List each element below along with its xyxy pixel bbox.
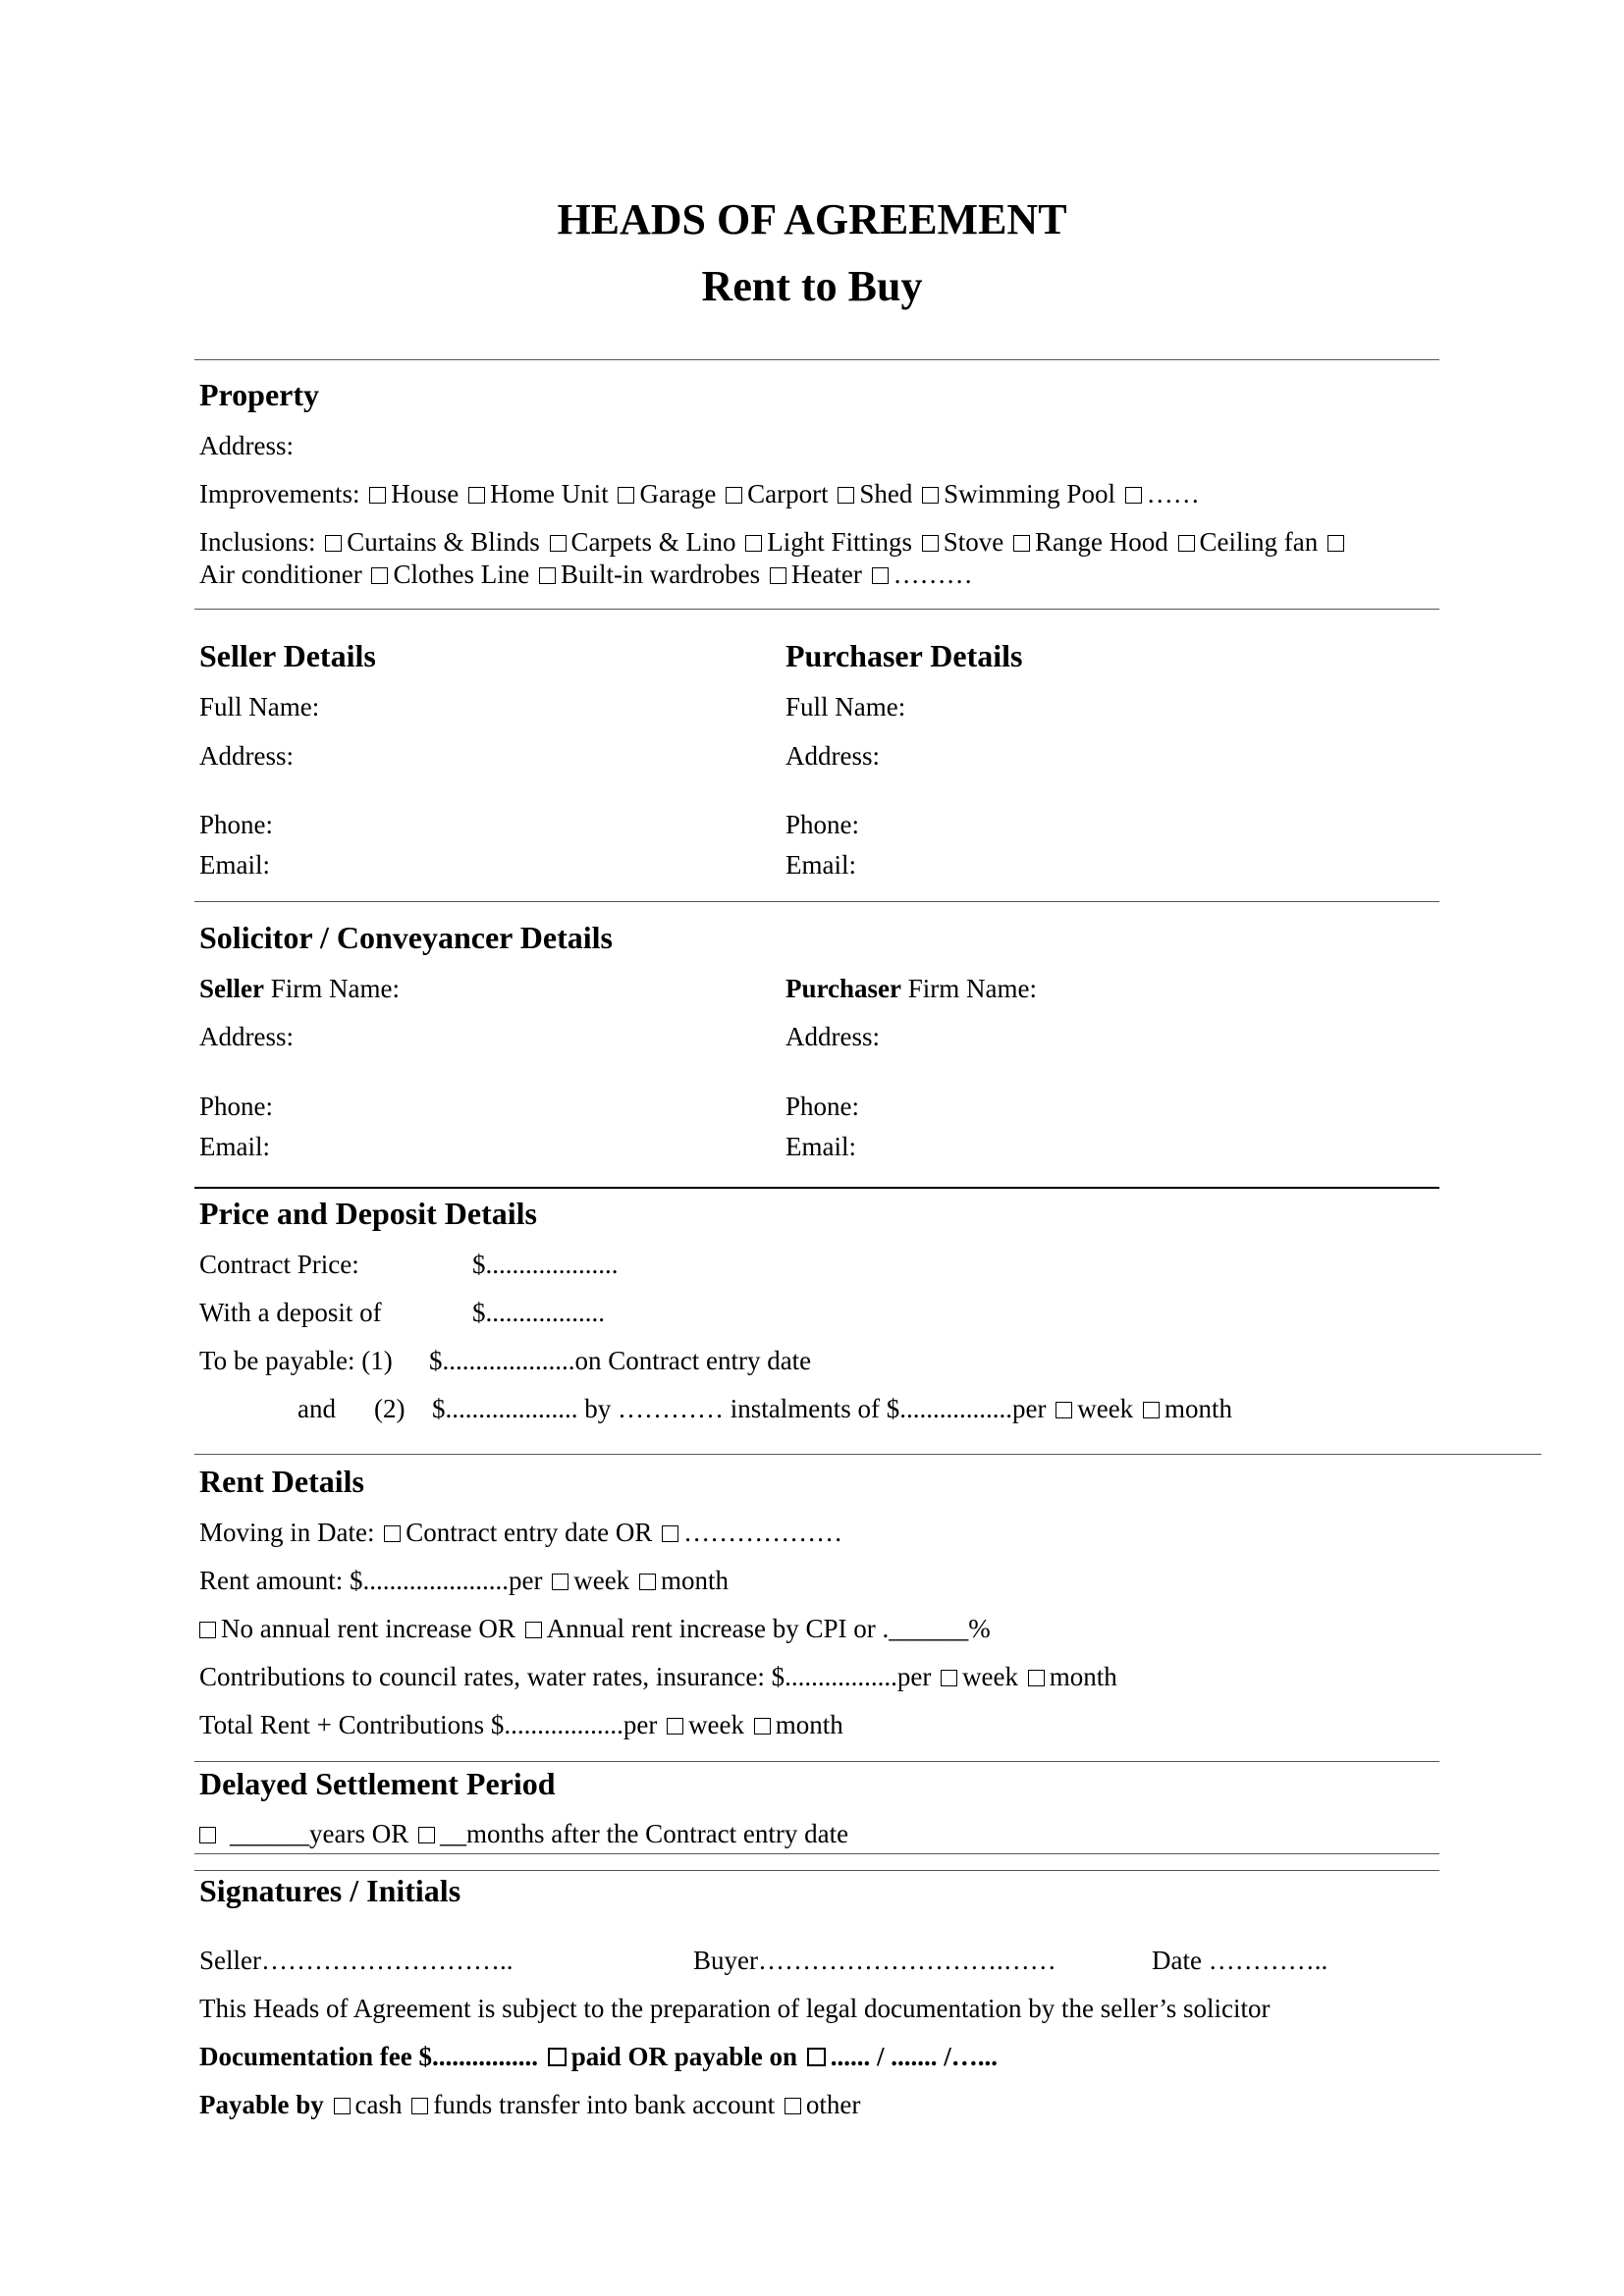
checkbox-clothes-line[interactable]	[371, 567, 388, 584]
moving-in-row	[199, 1518, 842, 1548]
purchaser-email-label: Email:	[785, 850, 856, 880]
checkbox-settlement-years[interactable]	[199, 1827, 216, 1843]
no-increase-label: No annual rent increase OR	[221, 1614, 515, 1643]
divider	[194, 1853, 1439, 1854]
checkbox-rent-month[interactable]	[639, 1574, 656, 1590]
divider	[194, 901, 1439, 902]
seller-heading: Seller Details	[199, 638, 376, 673]
inclusion-option: Range Hood	[1035, 527, 1168, 557]
seller-address-label: Address:	[199, 741, 294, 771]
improvement-option: Home Unit	[489, 479, 609, 508]
months-label: months after the Contract entry date	[465, 1819, 849, 1848]
improvement-option: Garage	[639, 479, 717, 508]
divider	[194, 1761, 1439, 1762]
checkbox-cpi-increase[interactable]	[525, 1622, 542, 1638]
purchaser-solicitor-phone-label: Phone:	[785, 1092, 860, 1121]
rent-amount-row	[199, 1566, 729, 1596]
documentation-fee-row	[199, 2042, 998, 2072]
checkbox-instalment-week[interactable]	[1056, 1402, 1072, 1418]
checkbox-cash[interactable]	[334, 2098, 351, 2114]
checkbox-home-unit[interactable]	[468, 487, 485, 504]
checkbox-swimming-pool[interactable]	[922, 487, 939, 504]
years-label: ______years OR	[230, 1819, 409, 1848]
buyer-signature-line[interactable]: Buyer……………………….……	[693, 1946, 1056, 1975]
improvement-option: Swimming Pool	[944, 479, 1115, 508]
settlement-row	[199, 1819, 848, 1849]
purchaser-bold-label: Purchaser	[785, 974, 901, 1003]
rent-heading: Rent Details	[199, 1464, 364, 1499]
inclusion-option: Light Fittings	[767, 527, 913, 557]
inclusion-option: Curtains & Blinds	[347, 527, 540, 557]
checkbox-total-month[interactable]	[754, 1718, 771, 1735]
total-rent-row	[199, 1710, 843, 1740]
property-heading: Property	[199, 377, 320, 412]
payable-2-value: $.................... by ………… instalments of $.................per	[432, 1394, 1047, 1423]
inclusions-row-1	[199, 527, 1349, 558]
seller-solicitor-email-label: Email:	[199, 1132, 270, 1161]
seller-signature-line[interactable]: Seller………………………..	[199, 1946, 514, 1975]
purchaser-address-label: Address:	[785, 741, 880, 771]
payable-1-value: $....................on Contract entry date	[429, 1346, 812, 1375]
moving-option: Contract entry date OR	[406, 1518, 653, 1547]
month-label: month	[1164, 1394, 1232, 1423]
purchaser-solicitor-email-label: Email:	[785, 1132, 856, 1161]
divider	[194, 1870, 1439, 1871]
percent-label: %	[968, 1614, 991, 1643]
checkbox-carport[interactable]	[726, 487, 742, 504]
purchaser-phone-label: Phone:	[785, 810, 860, 839]
moving-in-label: Moving in Date:	[199, 1518, 375, 1547]
improvement-option: Shed	[859, 479, 913, 508]
checkbox-inclusion-other[interactable]	[872, 567, 889, 584]
inclusions-row-2	[199, 560, 973, 590]
date-signature-line[interactable]: Date …………..	[1152, 1946, 1328, 1975]
payable-2-number: (2)	[374, 1394, 406, 1423]
checkbox-payment-other[interactable]	[785, 2098, 801, 2114]
week-label: week	[573, 1566, 630, 1595]
payable-2-row	[432, 1394, 1232, 1424]
week-label: week	[962, 1662, 1019, 1691]
seller-bold-label: Seller	[199, 974, 264, 1003]
moving-option: ………………	[683, 1518, 843, 1547]
month-label: month	[1049, 1662, 1117, 1691]
checkbox-settlement-months[interactable]	[418, 1827, 435, 1843]
checkbox-total-week[interactable]	[667, 1718, 683, 1735]
divider	[194, 359, 1439, 360]
rent-increase-row	[199, 1614, 991, 1644]
checkbox-fee-payable[interactable]	[807, 2048, 826, 2066]
checkbox-light-fittings[interactable]	[745, 535, 762, 552]
payable-by-label: Payable by	[199, 2090, 324, 2119]
checkbox-stove[interactable]	[922, 535, 939, 552]
checkbox-contributions-month[interactable]	[1028, 1670, 1045, 1686]
seller-email-label: Email:	[199, 850, 270, 880]
solicitor-heading: Solicitor / Conveyancer Details	[199, 920, 613, 955]
checkbox-contributions-week[interactable]	[941, 1670, 957, 1686]
inclusion-option: Built-in wardrobes	[560, 560, 761, 589]
payable-by-row	[199, 2090, 860, 2120]
purchaser-firm-name-label	[785, 974, 1037, 1004]
and-label: and	[298, 1394, 336, 1423]
checkbox-moving-contract-date[interactable]	[384, 1525, 401, 1542]
property-address-label: Address:	[199, 431, 294, 460]
checkbox-moving-other[interactable]	[662, 1525, 678, 1542]
contributions-row	[199, 1662, 1117, 1692]
signatures-heading: Signatures / Initials	[199, 1873, 461, 1908]
documentation-fee-label: Documentation fee $................	[199, 2042, 538, 2071]
contributions-label: Contributions to council rates, water rates, insurance: $.................per	[199, 1662, 932, 1691]
checkbox-garage[interactable]	[618, 487, 634, 504]
week-label: week	[1077, 1394, 1134, 1423]
month-label: month	[775, 1710, 843, 1739]
improvement-option: ……	[1146, 479, 1200, 508]
subject-text: This Heads of Agreement is subject to the preparation of legal documentation by the seller’s solicitor	[199, 1994, 1271, 2023]
checkbox-no-increase[interactable]	[199, 1622, 216, 1638]
transfer-label: funds transfer into bank account	[433, 2090, 776, 2119]
week-label: week	[688, 1710, 745, 1739]
purchaser-heading: Purchaser Details	[785, 638, 1023, 673]
document-subtitle: Rent to Buy	[701, 262, 923, 310]
purchaser-full-name-label: Full Name:	[785, 692, 906, 721]
improvements-label: Improvements:	[199, 479, 360, 508]
checkbox-curtains[interactable]	[325, 535, 342, 552]
seller-full-name-label: Full Name:	[199, 692, 320, 721]
checkbox-ceiling-fan[interactable]	[1178, 535, 1195, 552]
inclusions-label: Inclusions:	[199, 527, 316, 557]
improvement-option: House	[391, 479, 460, 508]
checkbox-house[interactable]	[369, 487, 386, 504]
cash-label: cash	[354, 2090, 403, 2119]
paid-or-label: paid OR payable on	[570, 2042, 798, 2071]
total-rent-label: Total Rent + Contributions $..................per	[199, 1710, 658, 1739]
checkbox-range-hood[interactable]	[1013, 535, 1030, 552]
seller-solicitor-phone-label: Phone:	[199, 1092, 274, 1121]
cpi-blank: .______	[882, 1614, 969, 1643]
divider	[194, 1187, 1439, 1189]
checkbox-funds-transfer[interactable]	[411, 2098, 428, 2114]
inclusion-option: Carpets & Lino	[570, 527, 736, 557]
seller-phone-label: Phone:	[199, 810, 274, 839]
improvement-option: Carport	[747, 479, 829, 508]
inclusion-option: ………	[893, 560, 973, 589]
settlement-heading: Delayed Settlement Period	[199, 1766, 556, 1801]
deposit-label: With a deposit of	[199, 1298, 382, 1327]
seller-solicitor-address-label: Address:	[199, 1022, 294, 1051]
cpi-increase-label: Annual rent increase by CPI or	[546, 1614, 876, 1643]
improvements-row	[199, 479, 1200, 509]
seller-firm-name-label	[199, 974, 400, 1004]
checkbox-improvement-other[interactable]	[1125, 487, 1142, 504]
months-blank: __	[439, 1819, 466, 1848]
price-heading: Price and Deposit Details	[199, 1196, 537, 1231]
inclusion-option: Stove	[943, 527, 1004, 557]
divider	[194, 1454, 1542, 1455]
rent-amount-label: Rent amount: $......................per	[199, 1566, 543, 1595]
divider	[194, 609, 1439, 610]
checkbox-wardrobes[interactable]	[539, 567, 556, 584]
checkbox-shed[interactable]	[838, 487, 854, 504]
inclusion-option: Clothes Line	[393, 560, 530, 589]
purchaser-solicitor-address-label: Address:	[785, 1022, 880, 1051]
checkbox-fee-paid[interactable]	[548, 2048, 567, 2066]
payable-label: To be payable: (1)	[199, 1346, 393, 1375]
checkbox-rent-week[interactable]	[552, 1574, 568, 1590]
checkbox-heater[interactable]	[770, 567, 786, 584]
deposit-value: $..................	[472, 1298, 605, 1327]
firm-name-label: Firm Name:	[263, 974, 400, 1003]
document-title: HEADS OF AGREEMENT	[557, 195, 1067, 243]
other-label: other	[805, 2090, 861, 2119]
contract-price-label: Contract Price:	[199, 1250, 359, 1279]
checkbox-air-conditioner[interactable]	[1327, 535, 1344, 552]
inclusion-option: Air conditioner	[199, 560, 362, 589]
fee-date-blank: ...... / ....... /…...	[830, 2042, 999, 2071]
firm-name-label: Firm Name:	[900, 974, 1037, 1003]
checkbox-carpets[interactable]	[550, 535, 567, 552]
month-label: month	[660, 1566, 729, 1595]
inclusion-option: Heater	[790, 560, 862, 589]
checkbox-instalment-month[interactable]	[1143, 1402, 1160, 1418]
inclusion-option: Ceiling fan	[1199, 527, 1319, 557]
contract-price-value: $....................	[472, 1250, 619, 1279]
